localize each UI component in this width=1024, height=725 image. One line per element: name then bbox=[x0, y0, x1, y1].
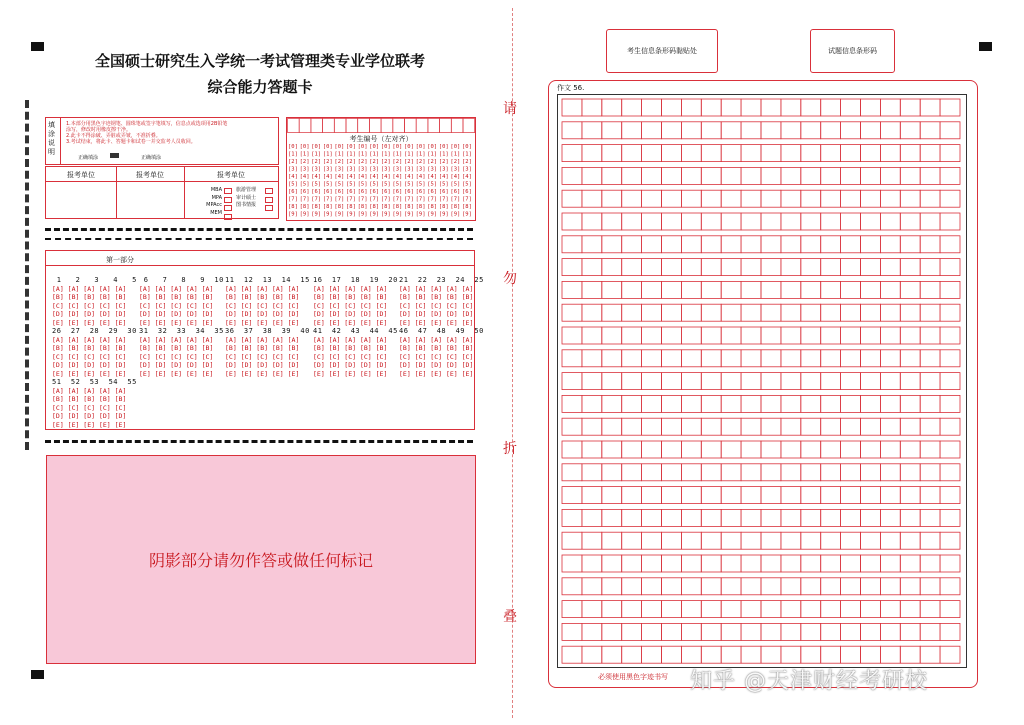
svg-text:[6]: [6] bbox=[462, 189, 472, 195]
svg-text:[3]: [3] bbox=[357, 166, 368, 173]
svg-text:[0]: [0] bbox=[438, 144, 449, 150]
svg-text:[6]: [6] bbox=[346, 189, 356, 195]
svg-text:[7]: [7] bbox=[357, 196, 368, 203]
shaded-area-text: 阴影部分请勿作答或做任何标记 bbox=[148, 551, 373, 570]
fold-word-3: 折 bbox=[503, 441, 517, 457]
question-block[interactable]: 51 52 53 54 55 [A] [A] [A] [A] [A] [B] [B] [B] [B] [B] [C] [C] [C] [C] [C] [D] [D] [D] [D] [D] [E] [E] [E] [E] [E] bbox=[52, 378, 147, 429]
svg-text:[2]: [2] bbox=[369, 159, 380, 165]
svg-text:[0]: [0] bbox=[357, 144, 368, 150]
svg-text:[2]: [2] bbox=[334, 159, 345, 165]
svg-text:[6]: [6] bbox=[334, 189, 345, 195]
svg-text:[3]: [3] bbox=[450, 166, 461, 173]
instructions-box bbox=[45, 117, 279, 165]
watermark: 知乎 @天津财经考研校 bbox=[690, 669, 928, 694]
svg-text:[8]: [8] bbox=[415, 204, 426, 210]
svg-text:[4]: [4] bbox=[392, 174, 403, 180]
svg-text:[3]: [3] bbox=[311, 166, 322, 173]
svg-text:[7]: [7] bbox=[369, 196, 380, 203]
svg-text:[9]: [9] bbox=[415, 211, 426, 218]
fold-word-1: 请 bbox=[503, 101, 517, 117]
svg-text:[8]: [8] bbox=[450, 204, 461, 210]
svg-text:[4]: [4] bbox=[415, 174, 426, 180]
svg-text:[1]: [1] bbox=[334, 151, 345, 158]
svg-text:[9]: [9] bbox=[462, 211, 472, 218]
svg-text:[1]: [1] bbox=[427, 151, 438, 158]
separator-dashed-1 bbox=[45, 228, 473, 231]
svg-text:[9]: [9] bbox=[299, 211, 310, 218]
instructions-text: 1.本部分用黑色字迹钢笔、圆珠笔或签字笔填写，信息点或选项用2B铅笔 涂写，修改时用橡皮擦干净。 2.此卡不得涂破、弄脏或弄皱，不准折叠。 3.考试结束，将此卡、答题卡和试卷一并交监考人员收回。 bbox=[66, 121, 228, 145]
svg-text:[8]: [8] bbox=[357, 204, 368, 210]
svg-text:[2]: [2] bbox=[299, 159, 310, 165]
question-block[interactable]: 1 2 3 4 5 [A] [A] [A] [A] [A] [B] [B] [B] [B] [B] [C] [C] [C] [C] [C] [D] [D] [D] [D] [D] [E] [E] [E] [E] [E] bbox=[52, 276, 147, 327]
svg-text:[7]: [7] bbox=[322, 196, 333, 203]
svg-text:[2]: [2] bbox=[357, 159, 368, 165]
svg-text:[6]: [6] bbox=[380, 189, 391, 195]
svg-text:[0]: [0] bbox=[322, 144, 333, 150]
svg-text:[6]: [6] bbox=[369, 189, 380, 195]
svg-text:[9]: [9] bbox=[346, 211, 356, 218]
alignment-marker-bottom-left bbox=[31, 670, 44, 679]
svg-text:[0]: [0] bbox=[462, 144, 472, 150]
svg-text:[4]: [4] bbox=[322, 174, 333, 180]
svg-text:[3]: [3] bbox=[438, 166, 449, 173]
svg-text:[5]: [5] bbox=[369, 181, 380, 188]
svg-text:[4]: [4] bbox=[357, 174, 368, 180]
svg-text:[1]: [1] bbox=[288, 151, 298, 158]
svg-text:[4]: [4] bbox=[380, 174, 391, 180]
svg-text:[6]: [6] bbox=[427, 189, 438, 195]
svg-text:[1]: [1] bbox=[415, 151, 426, 158]
exam-number-label: 考生编号（左对齐） bbox=[349, 135, 413, 143]
svg-text:[5]: [5] bbox=[322, 181, 333, 188]
svg-text:[5]: [5] bbox=[404, 181, 414, 188]
svg-text:[7]: [7] bbox=[380, 196, 391, 203]
svg-text:[5]: [5] bbox=[427, 181, 438, 188]
question-block[interactable]: 41 42 43 44 45 [A] [A] [A] [A] [A] [B] [B] [B] [B] [B] [C] [C] [C] [C] [C] [D] [D] [D] [D] [D] [E] [E] [E] [E] [E] bbox=[313, 327, 408, 378]
svg-text:[6]: [6] bbox=[415, 189, 426, 195]
svg-text:[2]: [2] bbox=[322, 159, 333, 165]
unit-header-3: 报考单位 bbox=[217, 171, 245, 179]
svg-text:[8]: [8] bbox=[346, 204, 356, 210]
svg-text:[4]: [4] bbox=[404, 174, 414, 180]
svg-text:[7]: [7] bbox=[415, 196, 426, 203]
separator-dashed-2 bbox=[45, 238, 473, 240]
unit-options-right: 旅游管理 审计硕士 图书情报 bbox=[236, 187, 257, 208]
svg-text:[1]: [1] bbox=[380, 151, 391, 158]
svg-text:[3]: [3] bbox=[322, 166, 333, 173]
svg-text:[9]: [9] bbox=[322, 211, 333, 218]
alignment-marker-top-right bbox=[979, 42, 992, 51]
svg-text:[4]: [4] bbox=[369, 174, 380, 180]
svg-text:[5]: [5] bbox=[450, 181, 461, 188]
svg-text:[8]: [8] bbox=[380, 204, 391, 210]
svg-text:[9]: [9] bbox=[450, 211, 461, 218]
svg-text:[1]: [1] bbox=[392, 151, 403, 158]
svg-text:[6]: [6] bbox=[311, 189, 322, 195]
svg-text:[0]: [0] bbox=[415, 144, 426, 150]
svg-text:[9]: [9] bbox=[369, 211, 380, 218]
svg-text:[5]: [5] bbox=[415, 181, 426, 188]
svg-text:[7]: [7] bbox=[427, 196, 438, 203]
exam-number-write-cells bbox=[287, 118, 475, 134]
svg-text:[6]: [6] bbox=[392, 189, 403, 195]
svg-text:[8]: [8] bbox=[438, 204, 449, 210]
svg-text:[8]: [8] bbox=[462, 204, 472, 210]
svg-text:[3]: [3] bbox=[462, 166, 472, 173]
svg-text:[9]: [9] bbox=[427, 211, 438, 218]
units-box bbox=[45, 166, 279, 219]
svg-text:[1]: [1] bbox=[299, 151, 310, 158]
svg-text:[9]: [9] bbox=[380, 211, 391, 218]
svg-text:[2]: [2] bbox=[415, 159, 426, 165]
svg-text:[3]: [3] bbox=[299, 166, 310, 173]
svg-text:[0]: [0] bbox=[369, 144, 380, 150]
wrong-fill-label: 正确填涂 bbox=[141, 155, 162, 161]
svg-text:[7]: [7] bbox=[392, 196, 403, 203]
svg-text:[1]: [1] bbox=[346, 151, 356, 158]
svg-text:[8]: [8] bbox=[322, 204, 333, 210]
unit-checkboxes-left[interactable] bbox=[224, 188, 232, 220]
question-block[interactable]: 36 37 38 39 40 [A] [A] [A] [A] [A] [B] [B] [B] [B] [B] [C] [C] [C] [C] [C] [D] [D] [D] [D] [D] [E] [E] [E] [E] [E] bbox=[225, 327, 320, 378]
svg-text:[1]: [1] bbox=[357, 151, 368, 158]
question-barcode-area: 试题信息条形码 bbox=[810, 29, 895, 73]
svg-text:[7]: [7] bbox=[462, 196, 472, 203]
svg-text:[7]: [7] bbox=[438, 196, 449, 203]
question-block[interactable]: 26 27 28 29 30 [A] [A] [A] [A] [A] [B] [B] [B] [B] [B] [C] [C] [C] [C] [C] [D] [D] [D] [D] [D] [E] [E] [E] [E] [E] bbox=[52, 327, 147, 378]
svg-text:[2]: [2] bbox=[346, 159, 356, 165]
svg-text:[0]: [0] bbox=[380, 144, 391, 150]
exam-number-bubbles[interactable] bbox=[287, 142, 473, 218]
svg-text:[1]: [1] bbox=[404, 151, 414, 158]
svg-text:[8]: [8] bbox=[404, 204, 414, 210]
svg-text:[4]: [4] bbox=[438, 174, 449, 180]
svg-text:[5]: [5] bbox=[357, 181, 368, 188]
part1-label: 第一部分 bbox=[106, 256, 134, 264]
question-block[interactable]: 16 17 18 19 20 [A] [A] [A] [A] [A] [B] [B] [B] [B] [B] [C] [C] [C] [C] [C] [D] [D] [D] [D] [D] [E] [E] [E] [E] [E] bbox=[313, 276, 408, 327]
essay-writing-grid[interactable] bbox=[557, 94, 967, 668]
svg-text:[5]: [5] bbox=[346, 181, 356, 188]
svg-text:[4]: [4] bbox=[288, 174, 298, 180]
question-block[interactable]: 6 7 8 9 10 [A] [A] [A] [A] [A] [B] [B] [B] [B] [B] [C] [C] [C] [C] [C] [D] [D] [D] [D] [D] [E] [E] [E] [E] [E] bbox=[139, 276, 234, 327]
svg-text:[7]: [7] bbox=[334, 196, 345, 203]
svg-text:[5]: [5] bbox=[288, 181, 298, 188]
svg-text:[3]: [3] bbox=[369, 166, 380, 173]
svg-text:[0]: [0] bbox=[288, 144, 298, 150]
card-title-line1: 全国硕士研究生入学统一考试管理类专业学位联考 bbox=[94, 52, 425, 70]
svg-text:[0]: [0] bbox=[392, 144, 403, 150]
svg-text:[1]: [1] bbox=[322, 151, 333, 158]
svg-text:[9]: [9] bbox=[311, 211, 322, 218]
svg-text:[5]: [5] bbox=[299, 181, 310, 188]
svg-text:[8]: [8] bbox=[427, 204, 438, 210]
svg-text:[4]: [4] bbox=[299, 174, 310, 180]
question-block[interactable]: 11 12 13 14 15 [A] [A] [A] [A] [A] [B] [B] [B] [B] [B] [C] [C] [C] [C] [C] [D] [D] [D] [D] [D] [E] [E] [E] [E] [E] bbox=[225, 276, 320, 327]
question-block[interactable]: 21 22 23 24 25 [A] [A] [A] [A] [A] [B] [B] [B] [B] [B] [C] [C] [C] [C] [C] [D] [D] [D] [D] [D] [E] [E] [E] [E] [E] bbox=[399, 276, 494, 327]
svg-text:[2]: [2] bbox=[311, 159, 322, 165]
svg-text:[2]: [2] bbox=[427, 159, 438, 165]
svg-text:[0]: [0] bbox=[346, 144, 356, 150]
instructions-heading: 填涂说明 bbox=[48, 121, 55, 156]
svg-text:[1]: [1] bbox=[311, 151, 322, 158]
shaded-no-answer-area bbox=[46, 455, 476, 664]
svg-text:[2]: [2] bbox=[438, 159, 449, 165]
svg-text:[9]: [9] bbox=[288, 211, 298, 218]
left-timing-track bbox=[25, 100, 29, 450]
svg-text:[2]: [2] bbox=[404, 159, 414, 165]
svg-text:[6]: [6] bbox=[288, 189, 298, 195]
svg-text:[7]: [7] bbox=[404, 196, 414, 203]
svg-text:[8]: [8] bbox=[369, 204, 380, 210]
svg-text:[5]: [5] bbox=[311, 181, 322, 188]
svg-text:[0]: [0] bbox=[450, 144, 461, 150]
svg-text:[8]: [8] bbox=[311, 204, 322, 210]
unit-options-left: MBA MPA MPAcc MEM bbox=[206, 187, 222, 216]
unit-header-2: 报考单位 bbox=[136, 171, 164, 179]
svg-text:[2]: [2] bbox=[462, 159, 472, 165]
svg-text:[2]: [2] bbox=[380, 159, 391, 165]
svg-text:[1]: [1] bbox=[462, 151, 472, 158]
svg-text:[4]: [4] bbox=[462, 174, 472, 180]
svg-text:[5]: [5] bbox=[462, 181, 472, 188]
unit-checkboxes-right[interactable] bbox=[265, 188, 273, 211]
svg-text:[4]: [4] bbox=[334, 174, 345, 180]
svg-text:[7]: [7] bbox=[346, 196, 356, 203]
svg-text:[3]: [3] bbox=[427, 166, 438, 173]
svg-text:[0]: [0] bbox=[311, 144, 322, 150]
svg-text:[1]: [1] bbox=[369, 151, 380, 158]
svg-text:[2]: [2] bbox=[288, 159, 298, 165]
essay-label: 作文 56. bbox=[557, 84, 585, 92]
svg-text:[6]: [6] bbox=[357, 189, 368, 195]
svg-text:[1]: [1] bbox=[450, 151, 461, 158]
svg-text:[5]: [5] bbox=[392, 181, 403, 188]
svg-text:[0]: [0] bbox=[427, 144, 438, 150]
svg-text:[2]: [2] bbox=[392, 159, 403, 165]
svg-text:[0]: [0] bbox=[404, 144, 414, 150]
bottom-note: 必须使用黑色字迹书写 bbox=[598, 673, 668, 681]
svg-text:[3]: [3] bbox=[380, 166, 391, 173]
unit-header-1: 报考单位 bbox=[67, 171, 95, 179]
card-title-line2: 综合能力答题卡 bbox=[207, 78, 313, 96]
svg-text:[3]: [3] bbox=[404, 166, 414, 173]
svg-text:[5]: [5] bbox=[380, 181, 391, 188]
svg-text:[6]: [6] bbox=[450, 189, 461, 195]
svg-text:[1]: [1] bbox=[438, 151, 449, 158]
svg-text:[9]: [9] bbox=[438, 211, 449, 218]
student-barcode-area: 考生信息条形码黏贴处 bbox=[606, 29, 718, 73]
svg-text:[8]: [8] bbox=[392, 204, 403, 210]
svg-text:[4]: [4] bbox=[311, 174, 322, 180]
question-block[interactable]: 46 47 48 49 50 [A] [A] [A] [A] [A] [B] [B] [B] [B] [B] [C] [C] [C] [C] [C] [D] [D] [D] [D] [D] [E] [E] [E] [E] [E] bbox=[399, 327, 494, 378]
svg-text:[8]: [8] bbox=[288, 204, 298, 210]
svg-text:[8]: [8] bbox=[299, 204, 310, 210]
svg-text:[3]: [3] bbox=[288, 166, 298, 173]
svg-text:[8]: [8] bbox=[334, 204, 345, 210]
svg-text:[3]: [3] bbox=[346, 166, 356, 173]
alignment-marker-top-left bbox=[31, 42, 44, 51]
svg-text:[4]: [4] bbox=[346, 174, 356, 180]
svg-text:[6]: [6] bbox=[438, 189, 449, 195]
svg-text:[6]: [6] bbox=[404, 189, 414, 195]
svg-text:[9]: [9] bbox=[357, 211, 368, 218]
svg-text:[3]: [3] bbox=[334, 166, 345, 173]
fold-word-2: 勿 bbox=[503, 271, 517, 287]
svg-text:[2]: [2] bbox=[450, 159, 461, 165]
svg-text:[9]: [9] bbox=[334, 211, 345, 218]
svg-text:[6]: [6] bbox=[322, 189, 333, 195]
svg-text:[7]: [7] bbox=[450, 196, 461, 203]
fill-example-icon bbox=[110, 153, 119, 158]
svg-text:[5]: [5] bbox=[438, 181, 449, 188]
svg-text:[0]: [0] bbox=[299, 144, 310, 150]
svg-text:[3]: [3] bbox=[415, 166, 426, 173]
svg-text:[7]: [7] bbox=[311, 196, 322, 203]
svg-text:[4]: [4] bbox=[427, 174, 438, 180]
svg-text:[0]: [0] bbox=[334, 144, 345, 150]
separator-dashed-3 bbox=[45, 440, 473, 443]
svg-text:[4]: [4] bbox=[450, 174, 461, 180]
question-block[interactable]: 31 32 33 34 35 [A] [A] [A] [A] [A] [B] [B] [B] [B] [B] [C] [C] [C] [C] [C] [D] [D] [D] [D] [D] [E] [E] [E] [E] [E] bbox=[139, 327, 234, 378]
svg-text:[5]: [5] bbox=[334, 181, 345, 188]
svg-text:[3]: [3] bbox=[392, 166, 403, 173]
correct-fill-label: 正确填涂 bbox=[78, 155, 99, 161]
svg-text:[9]: [9] bbox=[392, 211, 403, 218]
fold-word-4: 叠 bbox=[503, 609, 517, 625]
svg-text:[9]: [9] bbox=[404, 211, 414, 218]
svg-text:[6]: [6] bbox=[299, 189, 310, 195]
svg-text:[7]: [7] bbox=[299, 196, 310, 203]
svg-text:[7]: [7] bbox=[288, 196, 298, 203]
